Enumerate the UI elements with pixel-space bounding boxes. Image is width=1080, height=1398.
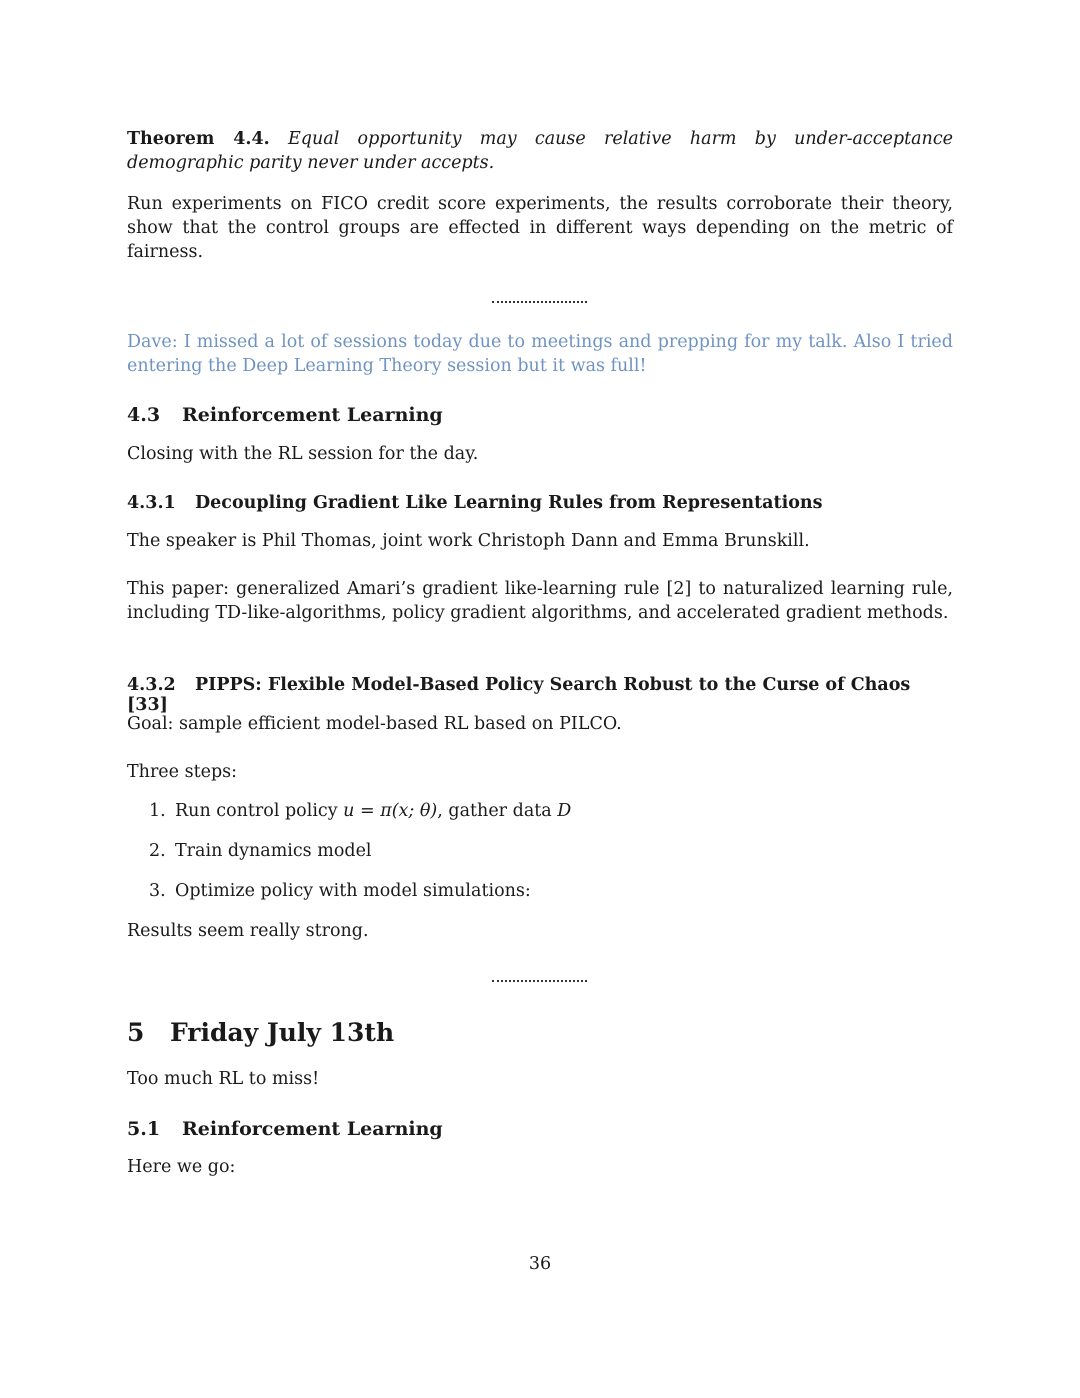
section-separator (492, 980, 587, 982)
list-item-text: Train dynamics model (175, 841, 372, 861)
section-title: Decoupling Gradient Like Learning Rules from Representations (195, 493, 823, 513)
section-heading-5 (127, 1018, 953, 1047)
section-4-3-2-goal: Goal: sample efficient model-based RL based on PILCO. (127, 714, 622, 734)
list-item-number: 2. (149, 841, 166, 861)
steps-list (149, 799, 949, 909)
section-heading-4-3-1 (127, 493, 953, 513)
section-5-1-intro: Here we go: (127, 1157, 236, 1177)
section-heading-4-3-2 (127, 675, 953, 715)
list-item (149, 879, 531, 903)
list-item (149, 839, 372, 863)
section-5-intro: Too much RL to miss! (127, 1069, 320, 1089)
section-heading-4-3 (127, 404, 953, 426)
math-expression: u = π(x; θ) (343, 801, 438, 821)
list-item-text: Run control policy (175, 801, 344, 821)
section-number: 4.3.1 (127, 493, 176, 513)
section-title: Friday July 13th (170, 1018, 395, 1047)
section-title: Reinforcement Learning (182, 404, 443, 426)
steps-intro: Three steps: (127, 762, 238, 782)
note-dave: Dave: I missed a lot of sessions today due to meetings and prepping for my talk. Also I tried entering the Deep Learning Theory session but it was full! (127, 332, 953, 376)
section-separator (492, 301, 587, 303)
paragraph-fico: Run experiments on FICO credit score experiments, the results corroborate their theory, show that the control groups are effected in different ways depending on the metric of fairness. (127, 194, 953, 262)
theorem-4-4 (127, 127, 953, 175)
section-4-3-1-speaker: The speaker is Phil Thomas, joint work Christoph Dann and Emma Brunskill. (127, 531, 810, 551)
math-variable: D (557, 801, 572, 821)
section-heading-5-1 (127, 1118, 953, 1140)
results-text: Results seem really strong. (127, 921, 369, 941)
theorem-label: Theorem 4.4. (127, 129, 270, 149)
section-title: PIPPS: Flexible Model-Based Policy Search Robust to the Curse of Chaos [33] (127, 675, 911, 715)
theorem-text: Equal opportunity may cause relative harm by under-acceptance demographic parity never under accepts. (127, 129, 953, 173)
section-4-3-intro: Closing with the RL session for the day. (127, 444, 479, 464)
section-number: 5.1 (127, 1118, 161, 1140)
section-title: Reinforcement Learning (182, 1118, 443, 1140)
section-number: 4.3.2 (127, 675, 176, 695)
document-page (127, 0, 953, 1398)
section-number: 5 (127, 1018, 145, 1047)
list-item-number: 3. (149, 881, 166, 901)
list-item (149, 799, 571, 823)
section-4-3-1-summary: This paper: generalized Amari’s gradient like-learning rule [2] to naturalized learning rule, including TD-like-algorithms, policy gradient algorithms, and accelerated gradient methods. (127, 579, 953, 623)
list-item-text: Optimize policy with model simulations: (175, 881, 531, 901)
section-number: 4.3 (127, 404, 161, 426)
list-item-number: 1. (149, 801, 166, 821)
page-number: 36 (528, 1254, 552, 1274)
list-item-text-after: , gather data (437, 801, 558, 821)
